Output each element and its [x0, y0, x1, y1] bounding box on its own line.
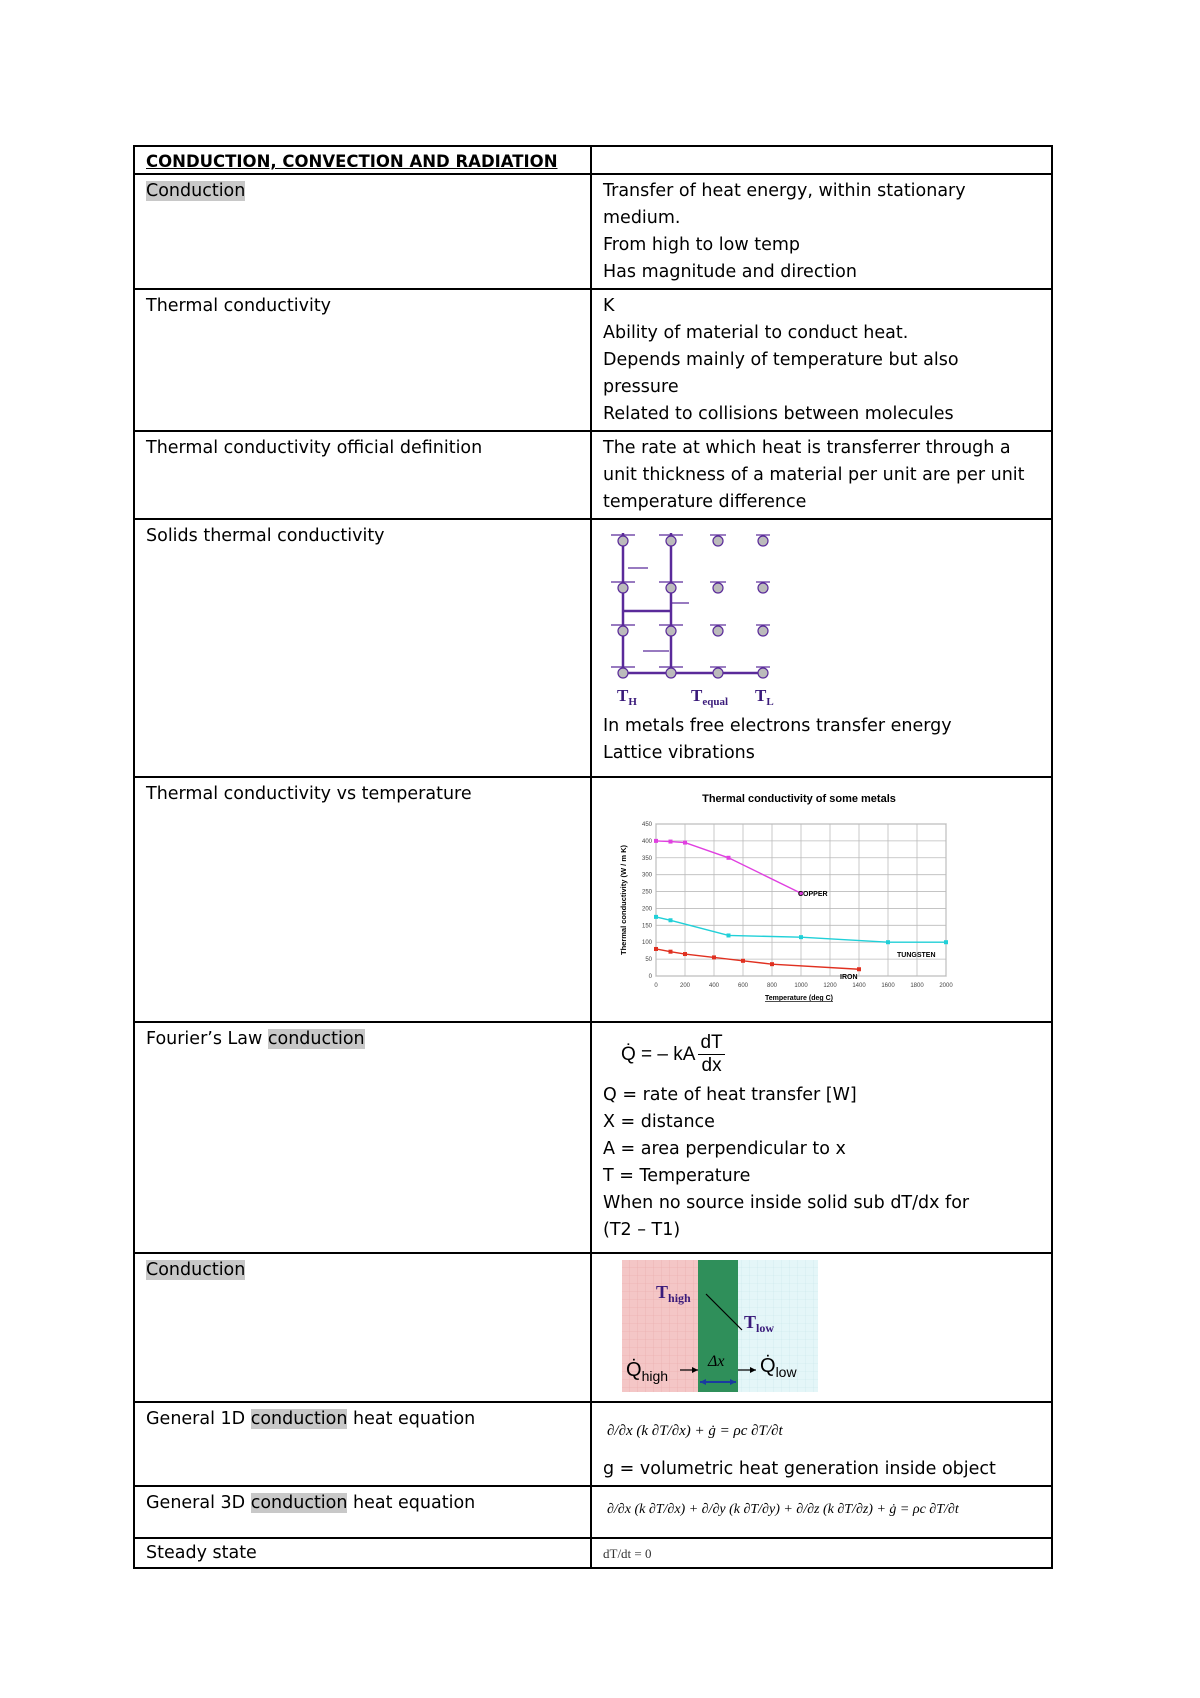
y-tick-label: 150	[641, 923, 652, 930]
table-row	[134, 1253, 1052, 1402]
t-equal-label: $T_{equal}$	[691, 686, 729, 708]
table-row	[134, 289, 1052, 431]
definition-line: (T2 – T1)	[603, 1220, 681, 1240]
definition-line: medium.	[603, 208, 681, 228]
fourier-equation	[603, 1026, 1041, 1082]
y-tick-label: 250	[641, 889, 652, 896]
heat-eq-1d: ∂/∂x (k ∂T/∂x) + ġ = ρc ∂T/∂t	[607, 1423, 783, 1439]
x-tick-label: 1600	[881, 983, 895, 989]
y-tick-label: 100	[641, 940, 652, 947]
data-point-iron	[741, 959, 745, 963]
q-high-label: $Q̇_{high}$	[626, 1359, 669, 1384]
term-cell	[134, 431, 591, 519]
definition-line: When no source inside solid sub dT/dx for	[603, 1193, 970, 1213]
series-label-tungsten: TUNGSTEN	[897, 952, 936, 959]
x-tick-label: 400	[708, 983, 720, 989]
term-cell	[134, 1402, 591, 1486]
term-text: heat equation	[347, 1493, 476, 1513]
term-cell	[134, 777, 591, 1022]
figure-cell	[591, 1253, 1052, 1402]
dx-label: Δx	[708, 1353, 725, 1370]
t-high-label: $T_{high}$	[656, 1282, 691, 1305]
y-axis-label: Thermal conductivity (W / m K)	[619, 844, 628, 956]
x-tick-label: 2000	[939, 983, 953, 989]
definition-line: A = area perpendicular to x	[603, 1139, 846, 1159]
data-point-iron	[669, 950, 673, 954]
definition-cell	[591, 1402, 1052, 1486]
term-cell	[134, 174, 591, 289]
term-cell	[134, 1538, 591, 1568]
term-cell	[134, 519, 591, 777]
chart-title: Thermal conductivity of some metals	[702, 793, 896, 805]
t-low-label: $T_L$	[755, 686, 774, 708]
x-tick-label: 1000	[794, 983, 808, 989]
data-point-copper	[654, 839, 658, 843]
y-tick-label: 50	[645, 957, 652, 964]
lattice-diagram	[603, 523, 793, 713]
data-point-iron	[857, 967, 861, 971]
term-text: Thermal conductivity official definition	[146, 438, 483, 458]
data-point-iron	[654, 947, 658, 951]
term-text: Conduction	[146, 181, 246, 201]
t-hot-label: $T_H$	[617, 686, 637, 708]
table-row	[134, 1538, 1052, 1568]
x-tick-label: 1200	[823, 983, 837, 989]
fourier-denominator: dx	[701, 1054, 722, 1076]
definition-line: From high to low temp	[603, 235, 800, 255]
definition-line: Lattice vibrations	[603, 743, 755, 763]
table-row	[134, 431, 1052, 519]
definition-line: Related to collisions between molecules	[603, 404, 954, 424]
data-point-tungsten	[944, 940, 948, 944]
definition-line: Ability of material to conduct heat.	[603, 323, 909, 343]
x-tick-label: 1800	[910, 983, 924, 989]
data-point-tungsten	[654, 915, 658, 919]
x-tick-label: 200	[679, 983, 691, 989]
definition-line: The rate at which heat is transferrer through a	[603, 438, 1011, 458]
definition-line: Q = rate of heat transfer [W]	[603, 1085, 857, 1105]
table-row	[134, 146, 1052, 174]
x-axis-label: Temperature (deg C)	[765, 995, 833, 1002]
term-highlight: conduction	[250, 1493, 348, 1513]
definition-line: unit thickness of a material per unit are per unit	[603, 465, 1025, 485]
page-title: CONDUCTION, CONVECTION AND RADIATION	[146, 152, 558, 171]
term-highlight: conduction	[267, 1029, 365, 1049]
definition-cell	[591, 519, 1052, 777]
y-tick-label: 200	[641, 906, 652, 913]
y-tick-label: 350	[641, 855, 652, 862]
definition-cell	[591, 431, 1052, 519]
wall-slab	[698, 1260, 738, 1392]
definition-line: Has magnitude and direction	[603, 262, 857, 282]
table-row	[134, 777, 1052, 1022]
definition-cell	[591, 1486, 1052, 1538]
term-text: General 1D	[146, 1409, 251, 1429]
data-point-tungsten	[669, 918, 673, 922]
wall-diagram	[622, 1260, 818, 1392]
table-row	[134, 1486, 1052, 1538]
fourier-numerator: dT	[700, 1031, 723, 1053]
definition-cell	[591, 1538, 1052, 1568]
term-text: Thermal conductivity	[146, 296, 332, 316]
term-cell	[134, 1486, 591, 1538]
conductivity-chart	[594, 784, 954, 1012]
term-text: Thermal conductivity vs temperature	[146, 784, 472, 804]
table-row	[134, 519, 1052, 777]
term-text: Conduction	[146, 1260, 246, 1280]
term-text: Solids thermal conductivity	[146, 526, 385, 546]
definition-cell	[591, 1022, 1052, 1253]
term-cell	[134, 1253, 591, 1402]
term-text: Fourier’s Law	[146, 1029, 268, 1049]
data-point-copper	[727, 856, 731, 860]
data-point-copper	[669, 840, 673, 844]
fourier-lhs: Q̇ = – kA	[621, 1043, 696, 1065]
header-empty-cell	[591, 146, 1052, 174]
q-low-label: $Q̇_{low}$	[760, 1355, 797, 1380]
data-point-copper	[683, 841, 687, 845]
series-label-copper: COPPER	[798, 891, 828, 898]
definition-line: In metals free electrons transfer energy	[603, 716, 952, 736]
definition-line: temperature difference	[603, 492, 807, 512]
x-tick-label: 800	[766, 983, 778, 989]
data-point-iron	[770, 962, 774, 966]
x-tick-label: 1400	[852, 983, 866, 989]
data-point-iron	[712, 955, 716, 959]
data-point-tungsten	[727, 933, 731, 937]
definition-line: X = distance	[603, 1112, 715, 1132]
t-low-label: $T_{low}$	[744, 1312, 775, 1335]
definition-line: Depends mainly of temperature but also	[603, 350, 959, 370]
term-text: Steady state	[146, 1543, 257, 1563]
x-tick-label: 0	[654, 983, 658, 989]
chart-cell	[591, 777, 1052, 1022]
steady-state-formula: dT/dt = 0	[603, 1546, 652, 1561]
definition-line: Transfer of heat energy, within stationary	[603, 181, 966, 201]
definition-line: T = Temperature	[603, 1166, 751, 1186]
y-tick-label: 0	[648, 974, 652, 980]
definition-cell	[591, 174, 1052, 289]
term-text: General 3D	[146, 1493, 251, 1513]
table-row	[134, 1022, 1052, 1253]
term-cell	[134, 1022, 591, 1253]
series-label-iron: IRON	[840, 974, 858, 981]
definition-line: pressure	[603, 377, 679, 397]
x-tick-label: 600	[737, 983, 749, 989]
data-point-iron	[683, 952, 687, 956]
y-tick-label: 400	[641, 838, 652, 845]
notes-table	[133, 145, 1053, 1569]
data-point-tungsten	[886, 940, 890, 944]
definition-cell	[591, 289, 1052, 431]
table-row	[134, 174, 1052, 289]
data-point-tungsten	[799, 935, 803, 939]
table-row	[134, 1402, 1052, 1486]
header-cell	[134, 146, 591, 174]
definition-line: K	[603, 296, 615, 316]
term-text: heat equation	[347, 1409, 476, 1429]
heat-eq-3d: ∂/∂x (k ∂T/∂x) + ∂/∂y (k ∂T/∂y) + ∂/∂z (k ∂T/∂z) + ġ = ρc ∂T/∂t	[607, 1502, 959, 1517]
term-cell	[134, 289, 591, 431]
definition-line: g = volumetric heat generation inside object	[603, 1459, 996, 1479]
term-highlight: conduction	[250, 1409, 348, 1429]
y-tick-label: 450	[641, 822, 652, 828]
y-tick-label: 300	[641, 872, 652, 879]
